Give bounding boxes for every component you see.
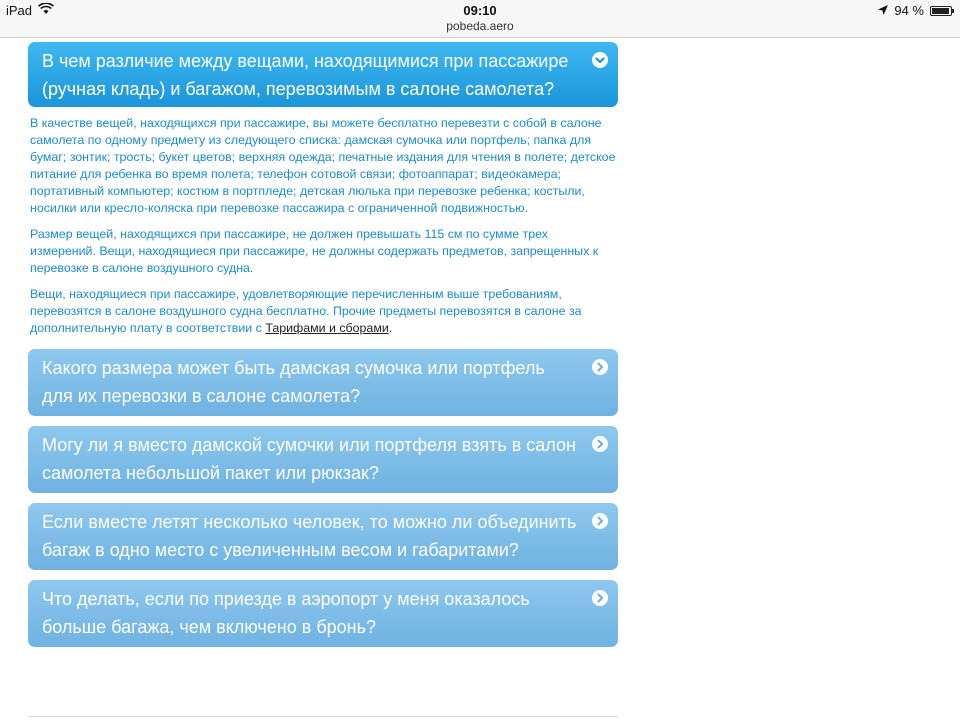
address-bar-url[interactable]: pobeda.aero: [446, 19, 514, 33]
faq-question-3[interactable]: [28, 503, 618, 570]
answer-paragraph-3-end: .: [388, 321, 393, 335]
status-right: [878, 3, 952, 18]
chevron-right-icon[interactable]: [592, 513, 608, 529]
chevron-down-icon[interactable]: [592, 52, 608, 68]
faq-question-4[interactable]: [28, 580, 618, 647]
faq-question-text: Что делать, если по приезде в аэропорт у меня оказалось больше багажа, чем включено в бронь?: [42, 589, 530, 637]
faq-question-text: Могу ли я вместо дамской сумочки или портфеля взять в салон самолета небольшой пакет или рюкзак?: [42, 435, 576, 483]
status-bar: [0, 0, 960, 38]
chevron-right-icon[interactable]: [592, 359, 608, 375]
battery-icon: [930, 6, 952, 16]
faq-question-text: Какого размера может быть дамская сумочка или портфель для их перевозки в салоне самолета?: [42, 358, 545, 406]
answer-paragraph-2: Размер вещей, находящихся при пассажире, не должен превышать 115 см по сумме трех измерений. Вещи, находящиеся при пассажире, не должны содержать предметов, запрещенных к перевозке в салоне воздушного судна.: [30, 227, 599, 275]
answer-paragraph-3: [30, 286, 616, 337]
location-arrow-icon: [878, 3, 888, 18]
status-time: 09:10: [463, 3, 497, 18]
faq-question-text: Если вместе летят несколько человек, то можно ли объединить багаж в одно место с увеличенным весом и габаритами?: [42, 512, 577, 560]
faq-question-text: В чем различие между вещами, находящимися при пассажире (ручная кладь) и багажом, перевозимым в салоне самолета?: [42, 51, 569, 99]
faq-question-2[interactable]: [28, 426, 618, 493]
faq-question-open[interactable]: [28, 42, 618, 107]
tariffs-link[interactable]: Тарифами и сборами: [265, 321, 389, 335]
chevron-right-icon[interactable]: [592, 590, 608, 606]
battery-percent: 94 %: [894, 3, 924, 18]
device-name: iPad: [6, 3, 33, 18]
chevron-right-icon[interactable]: [592, 436, 608, 452]
answer-paragraph-1: В качестве вещей, находящихся при пассажире, вы можете бесплатно перевезти с собой в салоне самолета по одному предмету из следующего списка: дамская сумочка или портфель; папка для бумаг; зонтик; трость; букет цветов; верхняя одежда; печатные издания для чтения в полете; детское питание для ребенка во время полета; телефон сотовой связи; фотоаппарат; видеокамера; портативный компьютер; костюм в портпледе; детская люлька при перевозке ребенка; костыли, носилки или кресло-коляска при перевозке пассажира с ограниченной подвижностью.: [30, 116, 616, 215]
faq-answer: [28, 115, 618, 337]
answer-paragraph-3-text: Вещи, находящиеся при пассажире, удовлетворяющие перечисленным выше требованиям, перевозятся в салоне воздушного судна бесплатно. Прочие предметы перевозятся в салоне за дополнительную плату в соответствии с: [30, 287, 582, 335]
faq-list: [28, 42, 618, 657]
faq-question-1[interactable]: [28, 349, 618, 416]
